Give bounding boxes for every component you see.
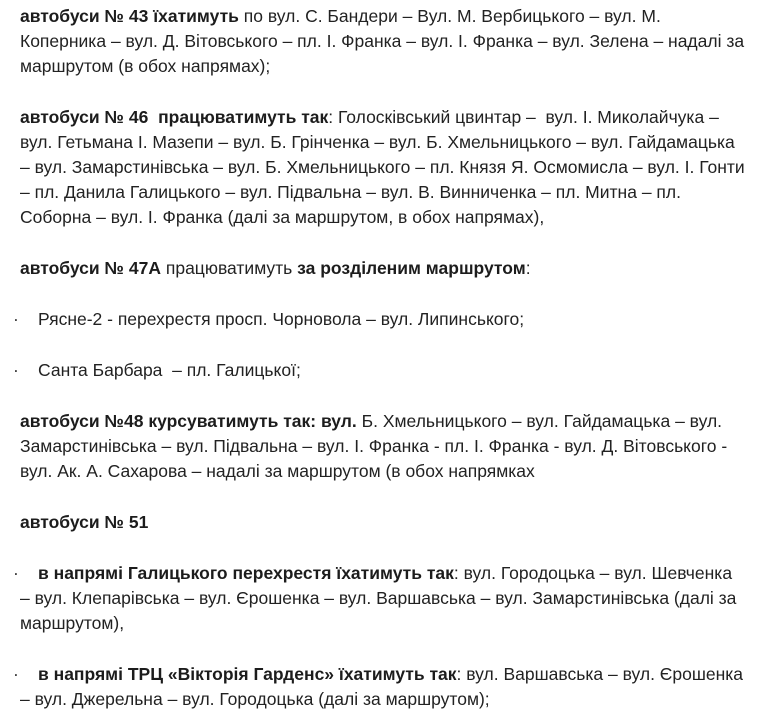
- bullet-item-riasne-2: [13, 307, 745, 332]
- text-run: працюватимуть: [161, 258, 298, 278]
- text-run: Рясне-2 - перехрестя просп. Чорновола – вул. Липинського;: [38, 309, 525, 329]
- text-run-bold: автобуси № 51: [20, 512, 149, 532]
- paragraph-bus-46: [20, 105, 750, 230]
- text-run-bold: автобуси № 43 їхатимуть: [20, 6, 239, 26]
- bullet-item-santa-barbara: [13, 358, 745, 383]
- text-run: Б. Хмельницького – вул. Гайдамацька – вул. Замарстинівська – вул. Підвальна – вул. І. Франка - пл. І. Франка - вул. Д. Вітовського - вул. Ак. А. Сахарова – надалі за маршрутом (в обох напрямках: [20, 411, 733, 481]
- text-run-bold: автобуси № 47А: [20, 258, 161, 278]
- paragraph-bus-51: [20, 510, 745, 535]
- text-run: Санта Барбара – пл. Галицької;: [38, 360, 301, 380]
- text-run-bold: автобуси №48 курсуватимуть так: вул.: [20, 411, 357, 431]
- text-run: : вул. Городоцька – вул. Шевченка – вул. Клепарівська – вул. Єрошенка – вул. Варшавська – вул. Замарстинівська (далі за маршрутом),: [20, 563, 742, 633]
- text-run: :: [525, 258, 531, 278]
- text-run: : Голосківський цвинтар – вул. І. Миколайчука – вул. Гетьмана І. Мазепи – вул. Б. Грінченка – вул. Б. Хмельницького – вул. Гайдамацька – вул. Замарстинівська – вул. Б. Хмельницького – пл. Князя Я. Осмомисла – вул. І. Гонти – пл. Данила Галицького – вул. Підвальна – вул. В. Винниченка – пл. Митна – пл. Соборна – вул. І. Франка (далі за маршрутом, в обох напрямах),: [20, 107, 750, 227]
- text-run-bold: автобуси № 46 працюватимуть так: [20, 107, 329, 127]
- bullet-marker: ·: [13, 563, 19, 583]
- bullet-marker: ·: [13, 309, 19, 329]
- bullet-item-victoria-gardens-direction: [13, 662, 748, 712]
- text-run: : вул. Варшавська – вул. Єрошенка – вул. Джерельна – вул. Городоцька (далі за маршрутом);: [20, 664, 748, 709]
- paragraph-bus-43: [20, 4, 749, 79]
- bullet-item-halytske-direction: [13, 561, 745, 636]
- text-run-bold: в напрямі ТРЦ «Вікторія Гарденс» їхатимуть так: [38, 664, 457, 684]
- paragraph-bus-48: [20, 409, 745, 484]
- text-run: по вул. С. Бандери – Вул. М. Вербицького – вул. М. Коперника – вул. Д. Вітовського – пл. І. Франка – вул. І. Франка – вул. Зелена – надалі за маршрутом (в обох напрямах);: [20, 6, 749, 76]
- bullet-marker: ·: [13, 664, 19, 684]
- bullet-marker: ·: [13, 360, 19, 380]
- paragraph-bus-47a: [20, 256, 745, 281]
- text-run-bold: в напрямі Галицького перехрестя їхатимуть так: [38, 563, 454, 583]
- article-body: [13, 4, 750, 712]
- text-run-bold: за розділеним маршрутом: [297, 258, 526, 278]
